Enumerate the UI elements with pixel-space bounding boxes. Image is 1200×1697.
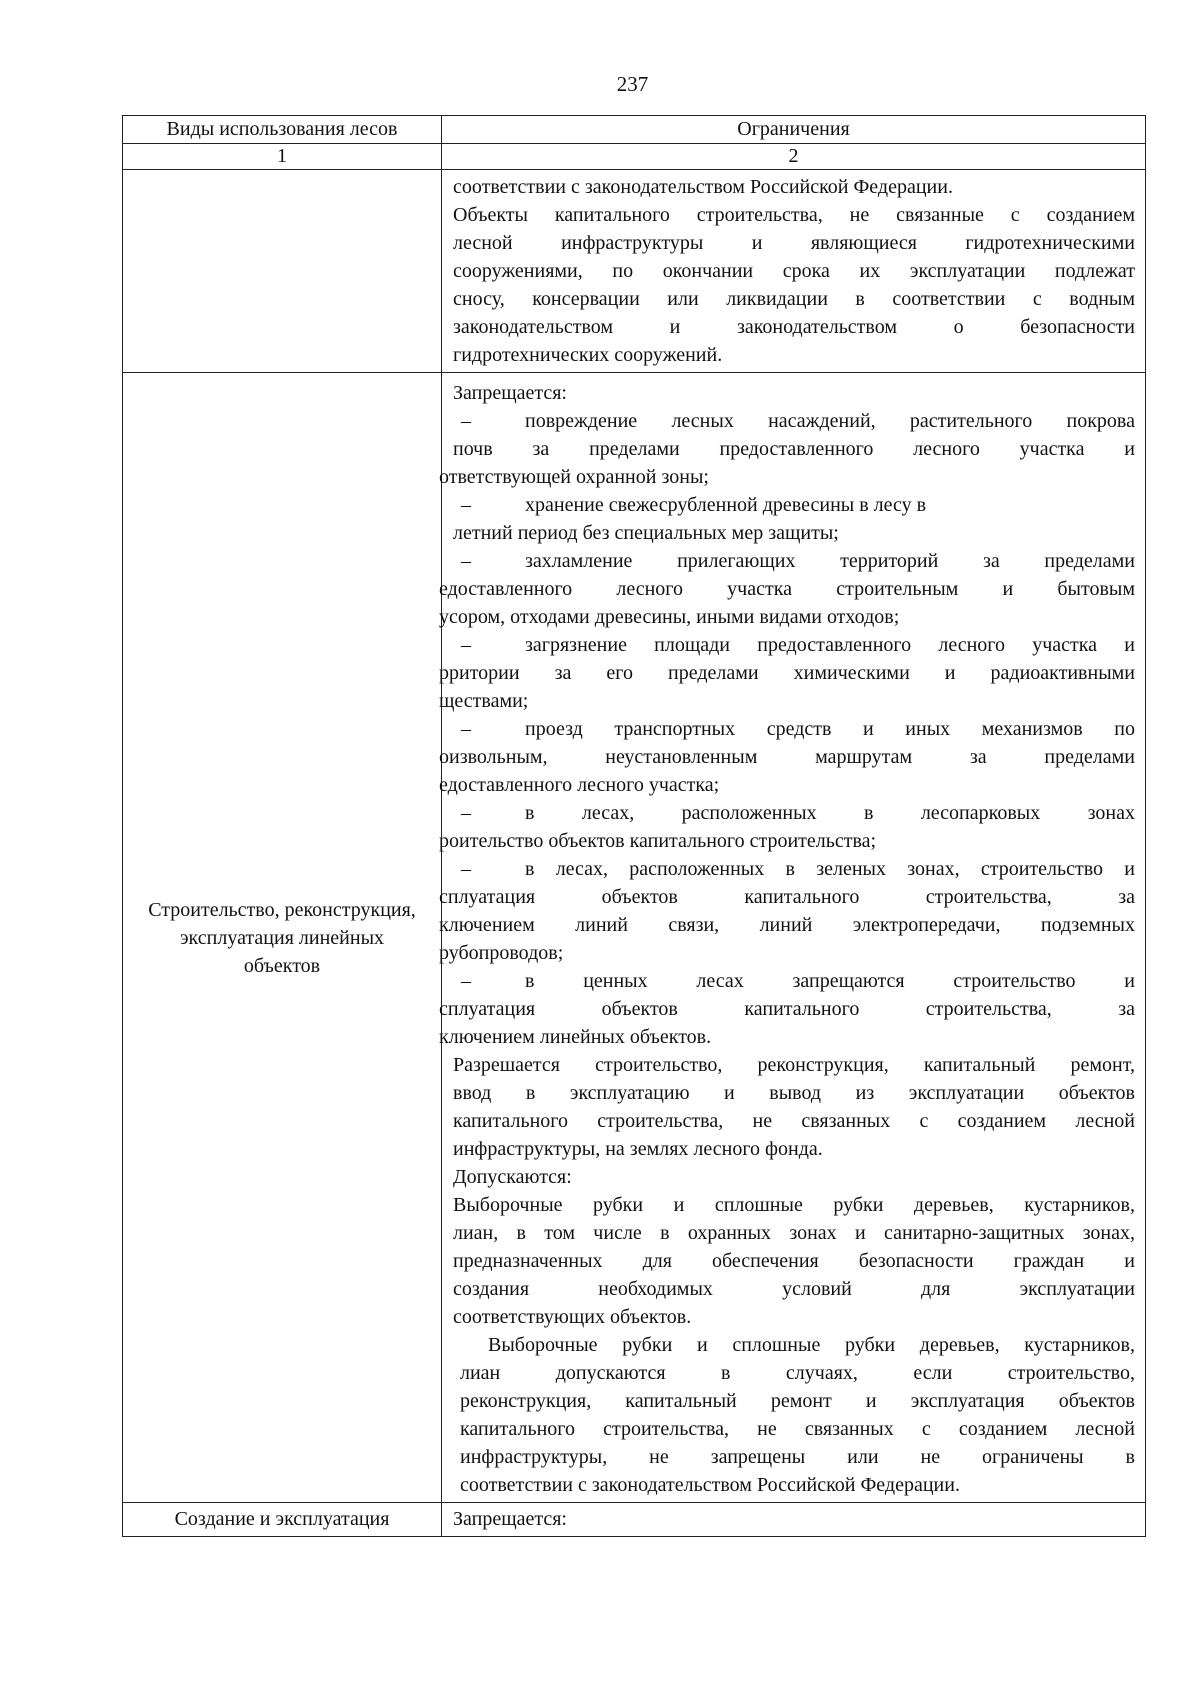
restrictions-table [122,115,1146,1537]
text-line: лиан допускаются в случаях, если строительство, [460,1362,1135,1384]
text-line: ществами; [439,690,529,712]
text-line: сплуатация объектов капитального строительства, за [439,886,1135,908]
column-number-2: 2 [442,144,1146,170]
restrictions-cell [442,1503,1146,1537]
page-number: 237 [616,72,649,96]
text-line: ввод в эксплуатацию и вывод из эксплуатации объектов [453,1082,1135,1104]
text-line: едоставленного лесного участка строительным и бытовым [439,578,1135,600]
text-line: Выборочные рубки и сплошные рубки деревьев, кустарников, [453,1194,1135,1216]
dash-marker: – [461,494,471,516]
text-line: рритории за его пределами химическими и радиоактивными [439,662,1135,684]
text-line: ключением линейных объектов. [439,1026,712,1048]
dash-marker: – [461,718,471,740]
text-line: гидротехнических сооружений. [453,344,723,366]
table-header-row [123,116,1146,144]
text-line: повреждение лесных насаждений, растительного покрова [525,410,1135,432]
text-line: роительство объектов капитального строительства; [439,830,877,852]
column-number-1: 1 [123,144,442,170]
list-item [453,547,1135,575]
dash-marker: – [461,550,471,572]
restrictions-cell [442,170,1146,373]
table-row-creation [123,1503,1146,1537]
permitted-paragraph [453,1331,1135,1499]
list-item [453,799,1135,827]
text-line: в лесах, расположенных в зеленых зонах, строительство и [525,858,1135,880]
dash-marker: – [461,858,471,880]
header-restrictions: Ограничения [442,116,1146,144]
list-item [453,855,1135,883]
text-line: оизвольным, неустановленным маршрутам за пределами [439,746,1135,768]
text-line: загрязнение площади предоставленного лесного участка и [525,634,1135,656]
text-line: ключением линий связи, линий электропередачи, подземных [439,914,1135,936]
text-line: едоставленного лесного участка; [439,774,720,796]
text-line: инфраструктуры, на землях лесного фонда. [453,1138,823,1160]
text-line: капитального строительства, не связанных с созданием лесной [453,1110,1135,1132]
restrictions-cell [439,373,1146,1503]
table-row-continued [123,170,1146,373]
text-line: создания необходимых условий для эксплуатации [453,1278,1135,1300]
permitted-title: Допускаются: [453,1166,572,1188]
prohibited-title: Запрещается: [453,1508,567,1530]
list-item [453,407,1135,435]
table-number-row [123,144,1146,170]
text-line: ответствующей охранной зоны; [439,466,709,488]
text-line: сносу, консервации или ликвидации в соответствии с водным [453,288,1135,310]
text-line: рубопроводов; [439,942,564,964]
prohibited-title: Запрещается: [453,382,567,404]
table-row-linear-objects [123,373,1146,1503]
text-line: предназначенных для обеспечения безопасности граждан и [453,1250,1135,1272]
dash-marker: – [461,410,471,432]
text-line: сплуатация объектов капитального строительства, за [439,998,1135,1020]
text-line: реконструкция, капитальный ремонт и эксплуатация объектов [460,1390,1135,1412]
empty-cell [123,170,442,373]
text-line: хранение свежесрубленной древесины в лесу в [525,494,927,516]
text-line: соответствии с законодательством Российской Федерации. [460,1474,960,1496]
text-line: Объекты капитального строительства, не связанные с созданием [453,204,1135,226]
text-line: соответствующих объектов. [453,1306,692,1328]
text-line: в лесах, расположенных в лесопарковых зонах [525,802,1135,824]
list-item [453,715,1135,743]
list-item [453,631,1135,659]
text-line: летний период без специальных мер защиты; [453,522,839,544]
text-line: инфраструктуры, не запрещены или не ограничены в [460,1446,1135,1468]
text-line: лиан, в том числе в охранных зонах и санитарно-защитных зонах, [453,1222,1135,1244]
forest-use-type-cell: Строительство, реконструкция, эксплуатация линейных объектов [123,373,442,1503]
text-line: законодательством и законодательством о безопасности [453,316,1135,338]
text-line: усором, отходами древесины, иными видами отходов; [439,606,900,628]
text-line: сооружениями, по окончании срока их эксплуатации подлежат [453,260,1135,282]
text-line: Выборочные рубки и сплошные рубки деревьев, кустарников, [488,1334,1135,1356]
text-line: Разрешается строительство, реконструкция, капитальный ремонт, [453,1054,1135,1076]
text-line: в ценных лесах запрещаются строительство и [525,970,1135,992]
forest-use-type-cell: Создание и эксплуатация [123,1503,442,1537]
list-item [453,491,1135,519]
header-forest-use-types: Виды использования лесов [123,116,442,144]
dash-marker: – [461,634,471,656]
text-line: захламление прилегающих территорий за пределами [525,550,1135,572]
list-item [453,967,1135,995]
dash-marker: – [461,802,471,824]
text-line: капитального строительства, не связанных с созданием лесной [460,1418,1135,1440]
text-line: соответствии с законодательством Российской Федерации. [453,176,953,198]
text-line: почв за пределами предоставленного лесного участка и [453,438,1135,460]
text-line: лесной инфраструктуры и являющиеся гидротехническими [453,232,1135,254]
dash-marker: – [461,970,471,992]
text-line: проезд транспортных средств и иных механизмов по [525,718,1135,740]
